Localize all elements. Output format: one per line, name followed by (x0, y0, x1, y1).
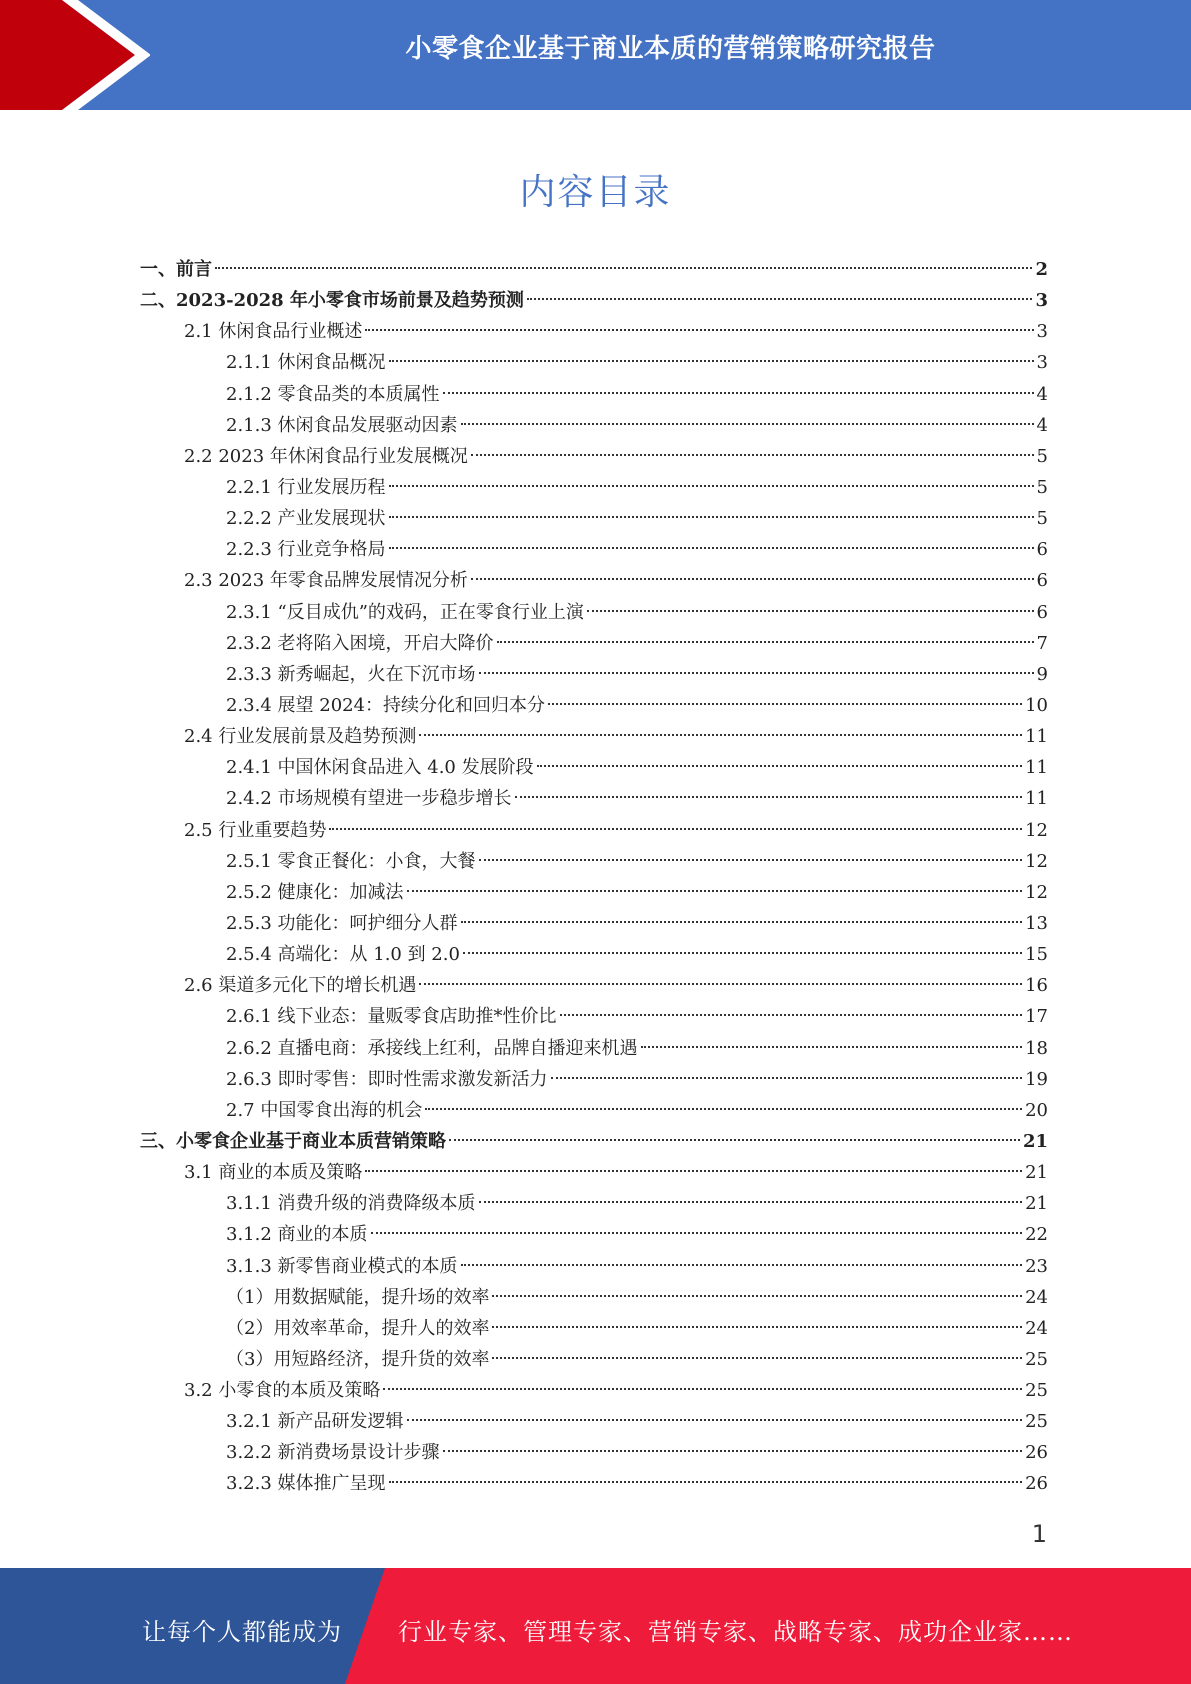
toc-entry[interactable] (140, 1251, 1048, 1282)
toc-entry[interactable] (140, 1468, 1048, 1499)
toc-entry-label: （3）用短路经济，提升货的效率 (226, 1348, 490, 1370)
toc-entry[interactable] (140, 254, 1048, 285)
toc-entry-page: 11 (1025, 726, 1048, 748)
toc-entry-page: 18 (1025, 1037, 1048, 1059)
toc-entry-label: 2.6 渠道多元化下的增长机遇 (184, 975, 417, 997)
footer-slogan-right: 行业专家、管理专家、营销专家、战略专家、成功企业家…… (398, 1618, 1073, 1646)
toc-entry-label: 三、小零食企业基于商业本质营销策略 (140, 1130, 446, 1152)
toc-entry-label: 2.2.1 行业发展历程 (226, 476, 386, 498)
toc-entry-page: 4 (1036, 414, 1048, 436)
toc-dot-leader (641, 1046, 1023, 1048)
toc-dot-leader (329, 828, 1022, 830)
toc-entry-label: 2.7 中国零食出海的机会 (226, 1099, 423, 1121)
toc-entry-label: 2.1.1 休闲食品概况 (226, 352, 386, 374)
toc-entry-page: 16 (1025, 975, 1048, 997)
toc-entry[interactable] (140, 1437, 1048, 1468)
toc-entry-label: 2.4 行业发展前景及趋势预测 (184, 726, 417, 748)
toc-entry[interactable] (140, 846, 1048, 877)
toc-entry-label: 3.2.1 新产品研发逻辑 (226, 1411, 404, 1433)
toc-entry-label: 2.3.2 老将陷入困境，开启大降价 (226, 632, 494, 654)
toc-entry-page: 19 (1025, 1068, 1048, 1090)
toc-entry[interactable] (140, 379, 1048, 410)
toc-entry-label: 3.1 商业的本质及策略 (184, 1162, 363, 1184)
table-of-contents (140, 254, 1048, 1500)
toc-entry[interactable] (140, 1064, 1048, 1095)
toc-entry-label: 3.1.1 消费升级的消费降级本质 (226, 1193, 476, 1215)
toc-entry-page: 23 (1025, 1255, 1048, 1277)
toc-entry-page: 6 (1036, 601, 1048, 623)
toc-entry[interactable] (140, 1344, 1048, 1375)
toc-dot-leader (365, 1170, 1022, 1172)
toc-entry-label: 2.1.2 零食品类的本质属性 (226, 383, 440, 405)
toc-entry[interactable] (140, 783, 1048, 814)
toc-entry-page: 5 (1036, 476, 1048, 498)
toc-entry-page: 5 (1036, 508, 1048, 530)
toc-entry[interactable] (140, 1188, 1048, 1219)
toc-entry[interactable] (140, 316, 1048, 347)
toc-entry-page: 10 (1025, 694, 1048, 716)
toc-dot-leader (389, 547, 1034, 549)
toc-entry-page: 3 (1036, 352, 1048, 374)
toc-entry[interactable] (140, 347, 1048, 378)
toc-entry-page: 20 (1025, 1099, 1048, 1121)
toc-entry-label: 2.6.3 即时零售：即时性需求激发新活力 (226, 1068, 548, 1090)
toc-dot-leader (479, 859, 1023, 861)
toc-entry[interactable] (140, 908, 1048, 939)
toc-dot-leader (537, 765, 1023, 767)
toc-entry[interactable] (140, 1033, 1048, 1064)
toc-entry-page: 25 (1025, 1380, 1048, 1402)
toc-entry-page: 22 (1025, 1224, 1048, 1246)
toc-dot-leader (471, 578, 1034, 580)
toc-entry[interactable] (140, 534, 1048, 565)
toc-entry[interactable] (140, 1313, 1048, 1344)
toc-dot-leader (461, 423, 1034, 425)
toc-entry[interactable] (140, 1001, 1048, 1032)
toc-dot-leader (461, 921, 1023, 923)
toc-entry-label: 3.2 小零食的本质及策略 (184, 1380, 381, 1402)
footer-slogan-left: 让每个人都能成为 (142, 1618, 342, 1646)
toc-entry[interactable] (140, 1375, 1048, 1406)
toc-dot-leader (389, 485, 1034, 487)
toc-entry[interactable] (140, 503, 1048, 534)
toc-dot-leader (389, 516, 1034, 518)
toc-entry-label: 2.3.1 “反目成仇”的戏码，正在零食行业上演 (226, 601, 584, 623)
toc-entry-page: 21 (1022, 1130, 1048, 1152)
toc-entry[interactable] (140, 628, 1048, 659)
toc-entry-label: 2.1 休闲食品行业概述 (184, 321, 363, 343)
toc-entry-label: 3.2.3 媒体推广呈现 (226, 1473, 386, 1495)
toc-entry-label: 2.1.3 休闲食品发展驱动因素 (226, 414, 458, 436)
toc-dot-leader (461, 1264, 1023, 1266)
toc-entry-page: 26 (1025, 1473, 1048, 1495)
toc-entry[interactable] (140, 1157, 1048, 1188)
toc-entry[interactable] (140, 1126, 1048, 1157)
toc-entry-page: 21 (1025, 1162, 1048, 1184)
toc-entry-label: 2.2.3 行业竞争格局 (226, 539, 386, 561)
toc-entry[interactable] (140, 1095, 1048, 1126)
toc-entry-label: 2.3 2023 年零食品牌发展情况分析 (184, 570, 468, 592)
toc-dot-leader (365, 329, 1033, 331)
toc-dot-leader (419, 983, 1022, 985)
toc-entry[interactable] (140, 1406, 1048, 1437)
toc-entry[interactable] (140, 970, 1048, 1001)
toc-dot-leader (443, 1450, 1023, 1452)
header-banner (0, 0, 1191, 110)
toc-entry-page: 3 (1036, 321, 1048, 343)
toc-dot-leader (463, 952, 1022, 954)
toc-dot-leader (419, 734, 1022, 736)
toc-dot-leader (425, 1108, 1022, 1110)
toc-entry-page: 24 (1025, 1317, 1048, 1339)
toc-entry[interactable] (140, 659, 1048, 690)
toc-entry-page: 17 (1025, 1006, 1048, 1028)
toc-dot-leader (527, 298, 1033, 300)
toc-entry[interactable] (140, 565, 1048, 596)
toc-dot-leader (389, 360, 1034, 362)
toc-entry-page: 25 (1025, 1348, 1048, 1370)
toc-entry[interactable] (140, 597, 1048, 628)
toc-entry-page: 13 (1025, 912, 1048, 934)
toc-entry[interactable] (140, 410, 1048, 441)
toc-entry[interactable] (140, 721, 1048, 752)
toc-entry-label: 2.6.1 线下业态：量贩零食店助推*性价比 (226, 1006, 557, 1028)
toc-entry-page: 6 (1036, 539, 1048, 561)
toc-dot-leader (560, 1014, 1023, 1016)
toc-dot-leader (471, 454, 1034, 456)
toc-entry-label: 二、2023-2028 年小零食市场前景及趋势预测 (140, 290, 524, 312)
toc-entry-label: 2.5.3 功能化：呵护细分人群 (226, 912, 458, 934)
toc-dot-leader (551, 1077, 1023, 1079)
toc-entry[interactable] (140, 939, 1048, 970)
toc-entry-page: 6 (1036, 570, 1048, 592)
page-number: 1 (1031, 1520, 1047, 1548)
toc-entry[interactable] (140, 285, 1048, 316)
toc-entry-label: 2.5.2 健康化：加减法 (226, 881, 404, 903)
toc-dot-leader (492, 1357, 1022, 1359)
toc-entry-page: 2 (1035, 259, 1048, 280)
toc-entry[interactable] (140, 472, 1048, 503)
toc-dot-leader (479, 672, 1034, 674)
toc-dot-leader (215, 267, 1032, 269)
toc-entry-page: 11 (1025, 757, 1048, 779)
toc-entry-label: 一、前言 (140, 259, 212, 280)
toc-dot-leader (389, 1481, 1023, 1483)
toc-entry[interactable] (140, 877, 1048, 908)
toc-entry-label: 2.5.4 高端化：从 1.0 到 2.0 (226, 944, 460, 966)
toc-entry-page: 3 (1035, 290, 1048, 312)
toc-entry-label: 2.4.1 中国休闲食品进入 4.0 发展阶段 (226, 757, 534, 779)
toc-entry-page: 7 (1036, 632, 1048, 654)
toc-dot-leader (407, 890, 1023, 892)
toc-entry-page: 26 (1025, 1442, 1048, 1464)
toc-entry[interactable] (140, 752, 1048, 783)
toc-entry-label: 2.5.1 零食正餐化：小食，大餐 (226, 850, 476, 872)
toc-entry-label: 3.1.2 商业的本质 (226, 1224, 368, 1246)
toc-dot-leader (479, 1201, 1023, 1203)
toc-entry-page: 4 (1036, 383, 1048, 405)
toc-dot-leader (449, 1139, 1020, 1141)
toc-entry-page: 24 (1025, 1286, 1048, 1308)
toc-entry[interactable] (140, 690, 1048, 721)
toc-entry-page: 5 (1036, 445, 1048, 467)
toc-entry-page: 15 (1025, 944, 1048, 966)
toc-entry-label: 2.2 2023 年休闲食品行业发展概况 (184, 445, 468, 467)
toc-entry[interactable] (140, 1282, 1048, 1313)
toc-dot-leader (492, 1295, 1022, 1297)
toc-entry-label: 3.2.2 新消费场景设计步骤 (226, 1442, 440, 1464)
toc-entry-label: 2.5 行业重要趋势 (184, 819, 327, 841)
toc-entry-page: 12 (1025, 819, 1048, 841)
toc-entry-page: 9 (1036, 663, 1048, 685)
toc-dot-leader (587, 610, 1034, 612)
toc-entry-page: 12 (1025, 881, 1048, 903)
footer-banner (0, 1568, 1191, 1684)
toc-dot-leader (443, 392, 1034, 394)
toc-entry-label: 2.6.2 直播电商：承接线上红利，品牌自播迎来机遇 (226, 1037, 638, 1059)
toc-dot-leader (371, 1232, 1023, 1234)
toc-entry-label: 2.3.3 新秀崛起，火在下沉市场 (226, 663, 476, 685)
toc-entry-label: 2.3.4 展望 2024：持续分化和回归本分 (226, 694, 546, 716)
toc-entry-label: （2）用效率革命，提升人的效率 (226, 1317, 490, 1339)
toc-entry-page: 11 (1025, 788, 1048, 810)
toc-dot-leader (515, 796, 1023, 798)
toc-entry[interactable] (140, 815, 1048, 846)
toc-dot-leader (383, 1388, 1022, 1390)
toc-entry-label: 3.1.3 新零售商业模式的本质 (226, 1255, 458, 1277)
toc-dot-leader (492, 1326, 1022, 1328)
toc-entry-page: 21 (1025, 1193, 1048, 1215)
toc-heading: 内容目录 (519, 172, 672, 213)
toc-dot-leader (548, 703, 1022, 705)
toc-entry-label: 2.4.2 市场规模有望进一步稳步增长 (226, 788, 512, 810)
toc-entry-label: 2.2.2 产业发展现状 (226, 508, 386, 530)
chevron-arrow-icon (0, 0, 150, 110)
toc-dot-leader (497, 641, 1034, 643)
report-title: 小零食企业基于商业本质的营销策略研究报告 (405, 34, 936, 64)
toc-entry-label: （1）用数据赋能，提升场的效率 (226, 1286, 490, 1308)
toc-entry[interactable] (140, 1219, 1048, 1250)
toc-dot-leader (407, 1419, 1023, 1421)
toc-entry[interactable] (140, 441, 1048, 472)
toc-entry-page: 12 (1025, 850, 1048, 872)
toc-entry-page: 25 (1025, 1411, 1048, 1433)
